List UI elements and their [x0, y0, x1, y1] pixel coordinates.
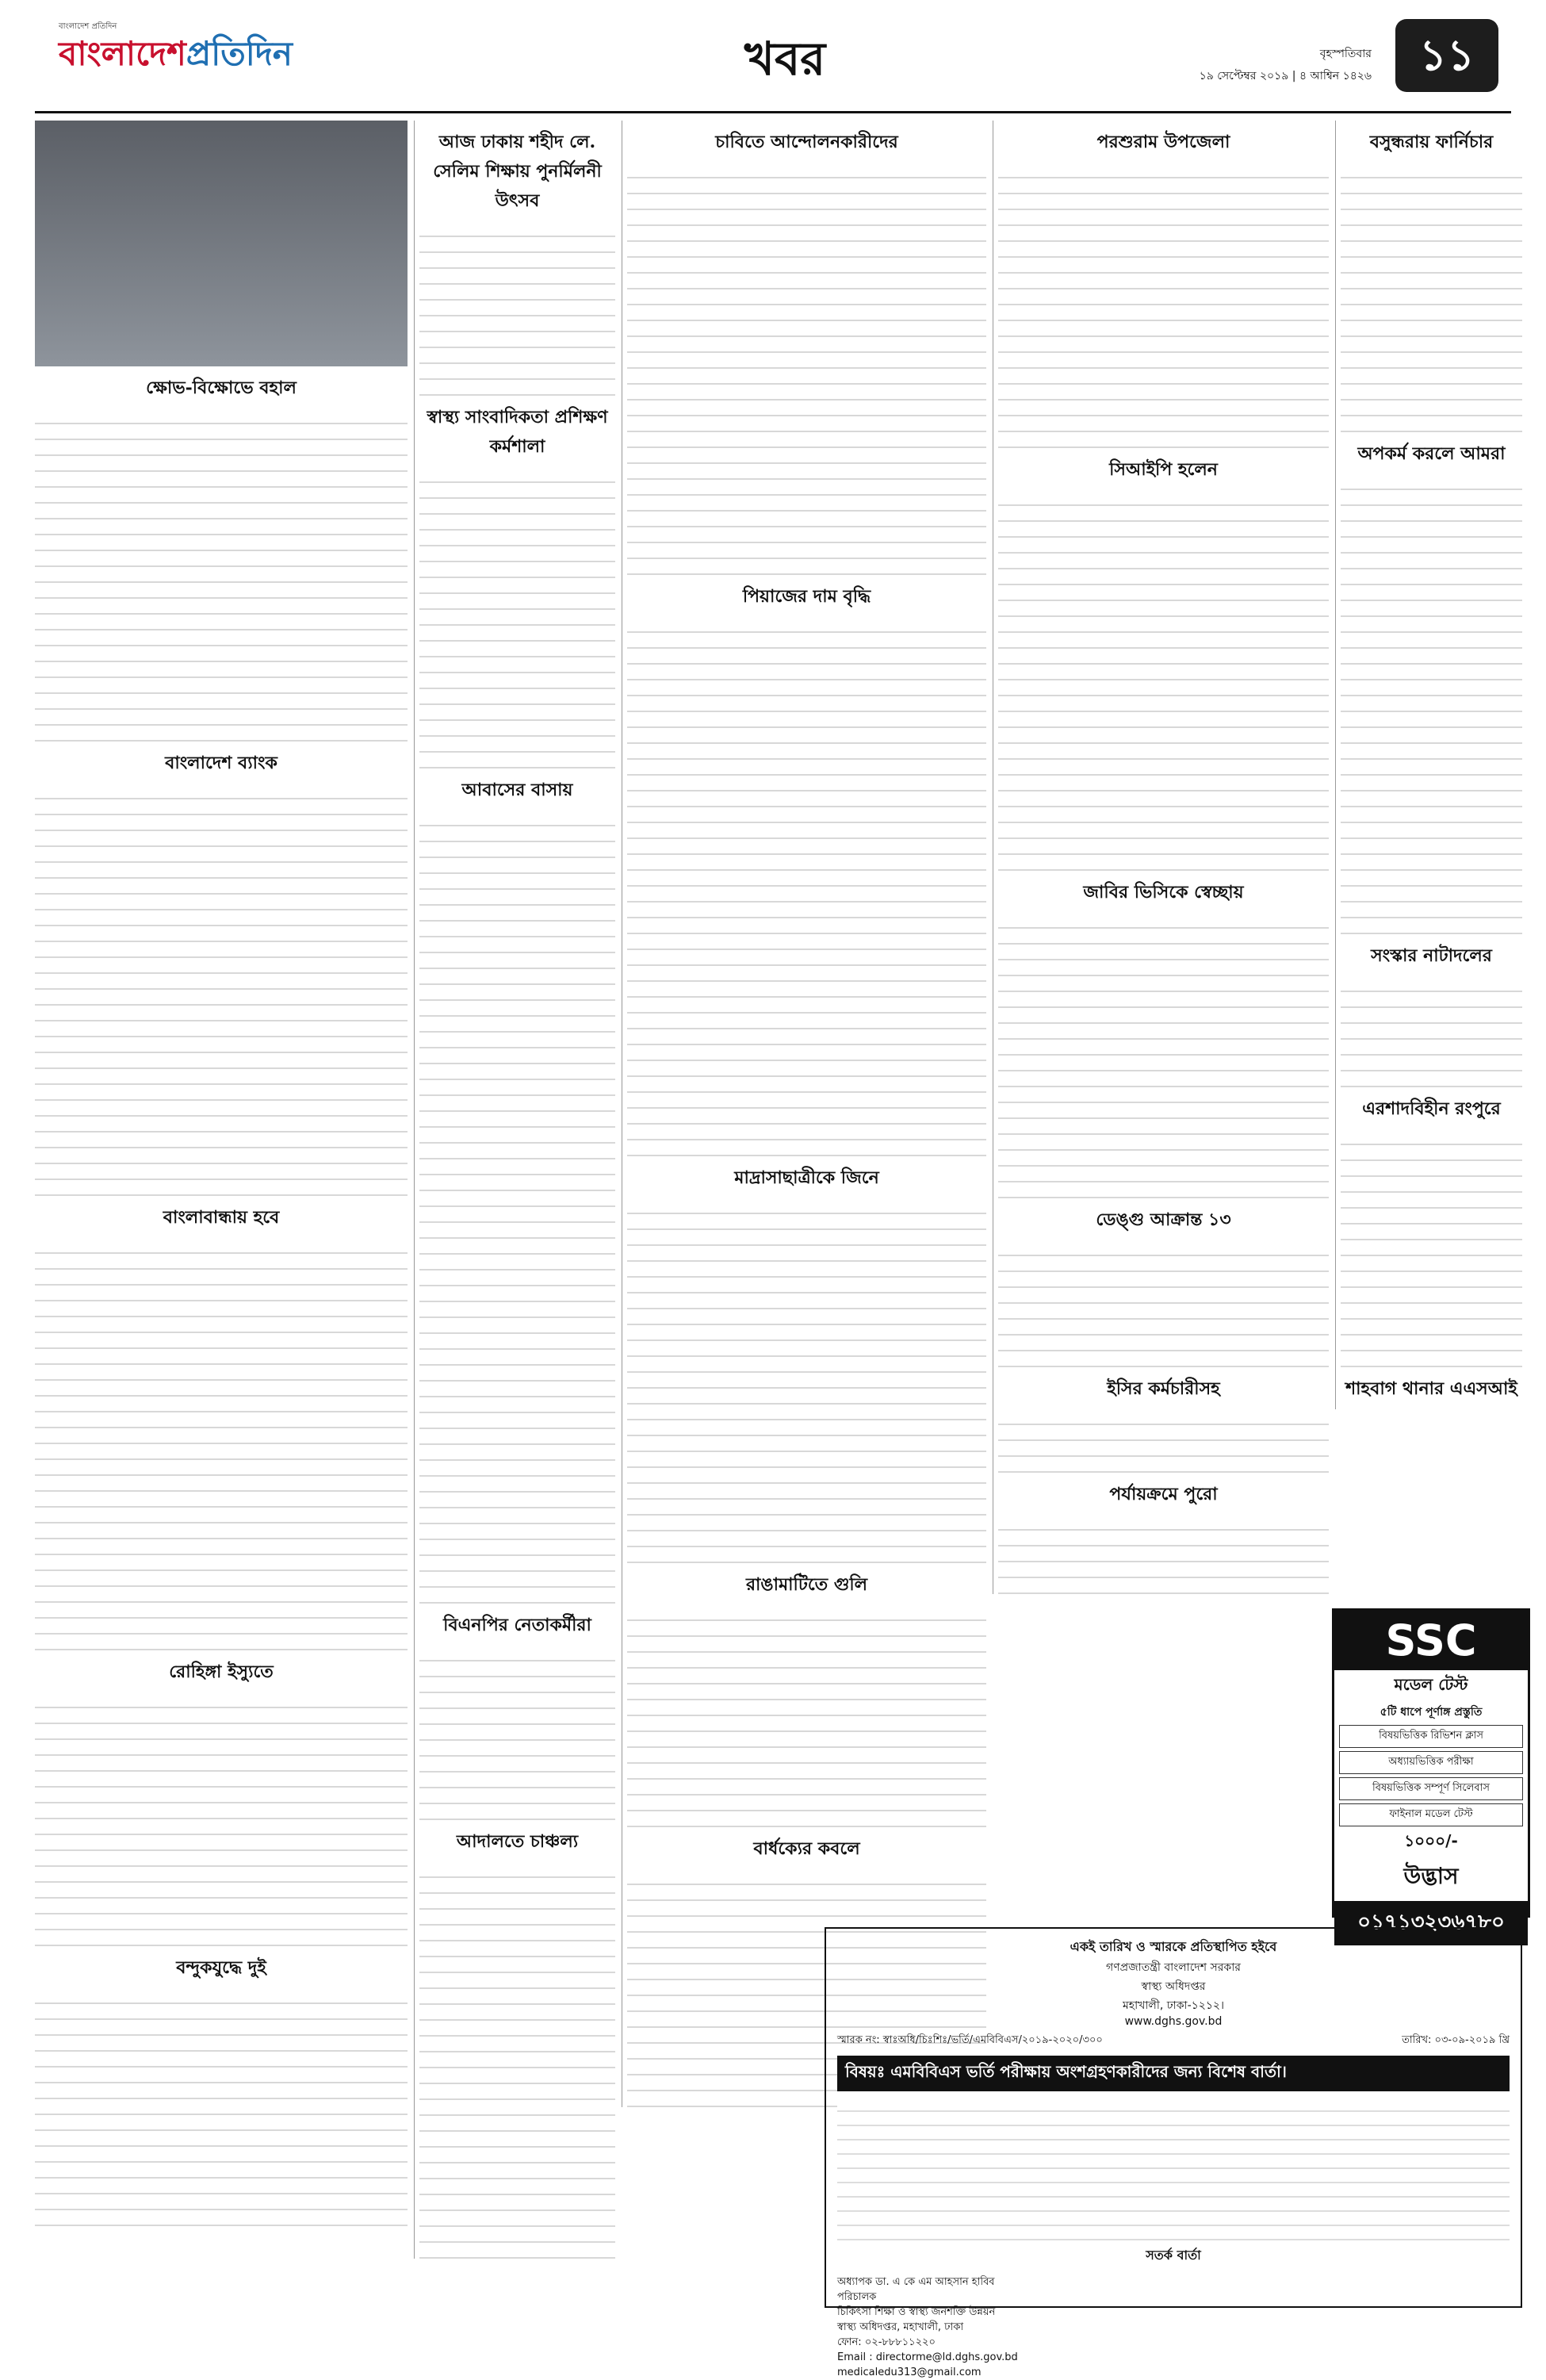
ad-item: অধ্যায়ভিত্তিক পরীক্ষা — [1339, 1751, 1523, 1774]
column-5 — [1335, 121, 1522, 1409]
brand-part2: প্রতিদিন — [186, 34, 293, 73]
tagline: বাংলাদেশ প্রতিদিন — [59, 22, 117, 31]
article-title: ইসির কর্মচারীসহ — [1107, 1378, 1220, 1399]
weekday: বৃহস্পতিবার — [1319, 48, 1372, 60]
masthead-rule — [35, 111, 1511, 113]
article-title: বার্ধক্যের কবলে — [753, 1838, 860, 1859]
page-number: ১১ — [1395, 19, 1498, 92]
ad-fee: ১০০০/- — [1404, 1831, 1458, 1850]
masthead-logo — [59, 21, 320, 108]
article-title: বিএনপির নেতাকর্মীরা — [443, 1615, 591, 1635]
ad-line: ৫টি ধাপে পূর্ণাঙ্গ প্রস্তুতি — [1380, 1706, 1483, 1719]
ssc-advertisement — [1332, 1608, 1530, 1934]
article-title: পিয়াজের দাম বৃদ্ধি — [742, 586, 871, 607]
article-title: সংস্কার নাটাদলের — [1371, 945, 1492, 966]
notice-org: মহাখালী, ঢাকা-১২১২। — [1122, 1999, 1225, 2012]
notice-banner: বিষয়ঃ এমবিবিএস ভর্তি পরীক্ষায় অংশগ্রহণকারীদের জন্য বিশেষ বার্তা। — [837, 2056, 1510, 2091]
ad-phone: ০১৭১৩২৩৬৭৮০ — [1334, 1901, 1528, 1945]
article-title: বাংলাবান্ধায় হবে — [163, 1207, 280, 1228]
notice-memo: স্মারক নং: স্বাঃঅধি/চিঃশিঃ/ভর্তি/এমবিবিএস/২০১৯-২০২০/৩০০ — [837, 2034, 1103, 2046]
article-title: পর্যায়ক্রমে পুরো — [1109, 1484, 1218, 1504]
column-4 — [993, 121, 1329, 1594]
article-title: জাবির ভিসিকে স্বেচ্ছায় — [1083, 882, 1244, 903]
article-title: আবাসের বাসায় — [461, 780, 573, 800]
government-notice — [825, 1927, 1522, 2378]
notice-body — [837, 2098, 1510, 2240]
article-title: আজ ঢাকায় শহীদ লে. সেলিম শিক্ষায় পুনর্মিলনী উৎসব — [433, 132, 602, 211]
section-title: খবর — [744, 32, 826, 86]
ad-subtitle: মডেল টেস্ট — [1394, 1675, 1468, 1694]
notice-signature: অধ্যাপক ডা. এ কে এম আহসান হাবিব পরিচালক চিকিৎসা শিক্ষা ও স্বাস্থ্য জনশক্তি উন্নয়ন স্বাস্থ্য অধিদপ্তর, মহাখালী, ঢাকা ফোন: ০২-৮৮৮১১২২০ Email : directorme@ld.dghs.gov.bd medicaledu313@gmail.com — [837, 2276, 1018, 2378]
article-title: অপকর্ম করলে আমরা — [1357, 443, 1506, 464]
ad-item: বিষয়ভিত্তিক রিভিশন ক্লাস — [1339, 1725, 1523, 1748]
article-title: বসুন্ধরায় ফার্নিচার — [1369, 132, 1494, 152]
article-title: এরশাদবিহীন রংপুরে — [1362, 1098, 1501, 1119]
article-title: চাবিতে আন্দোলনকারীদের — [715, 132, 898, 152]
masthead-date — [1110, 44, 1372, 86]
date: ১৯ সেপ্টেম্বর ২০১৯ | ৪ আশ্বিন ১৪২৬ — [1199, 70, 1372, 82]
ad-brand: উদ্ভাস — [1403, 1863, 1459, 1889]
article-title: মাদ্রাসাছাত্রীকে জিনে — [734, 1167, 879, 1188]
ad-item: বিষয়ভিত্তিক সম্পূর্ণ সিলেবাস — [1339, 1777, 1523, 1800]
article-title: পরশুরাম উপজেলা — [1096, 132, 1230, 152]
article-title: সিআইপি হলেন — [1109, 459, 1218, 480]
article-title: ডেঙ্গু আক্রান্ত ১৩ — [1096, 1209, 1231, 1230]
news-photo — [35, 121, 408, 366]
ad-item: ফাইনাল মডেল টেস্ট — [1339, 1803, 1523, 1826]
article-title: রাঙামাটিতে গুলি — [745, 1574, 868, 1595]
article-title: স্বাস্থ্য সাংবাদিকতা প্রশিক্ষণ কর্মশালা — [427, 407, 608, 457]
notice-website: www.dghs.gov.bd — [1124, 2015, 1223, 2028]
notice-date: তারিখ: ০৩-০৯-২০১৯ খ্রি — [1402, 2034, 1510, 2046]
column-1 — [35, 121, 408, 2226]
notice-header: একই তারিখ ও স্মারকে প্রতিস্থাপিত হইবে — [1070, 1939, 1277, 1954]
article-title: বন্দুকযুদ্ধে দুই — [176, 1957, 266, 1978]
article-title: রোহিঙ্গা ইস্যুতে — [169, 1661, 274, 1682]
notice-warning-title: সতর্ক বার্তা — [1146, 2248, 1201, 2263]
article-title: ক্ষোভ-বিক্ষোভে বহাল — [146, 378, 297, 398]
column-3 — [622, 121, 986, 2107]
ad-headline: SSC — [1334, 1611, 1528, 1670]
notice-org: স্বাস্থ্য অধিদপ্তর — [1141, 1980, 1206, 1993]
article-title: বাংলাদেশ ব্যাংক — [165, 753, 277, 773]
brand-part1: বাংলাদেশ — [59, 34, 186, 73]
article-title: শাহবাগ থানার এএসআই — [1345, 1378, 1517, 1399]
article-title: আদালতে চাঞ্চল্য — [456, 1831, 579, 1852]
column-2 — [414, 121, 615, 2259]
notice-org: গণপ্রজাতন্ত্রী বাংলাদেশ সরকার — [1106, 1961, 1241, 1974]
